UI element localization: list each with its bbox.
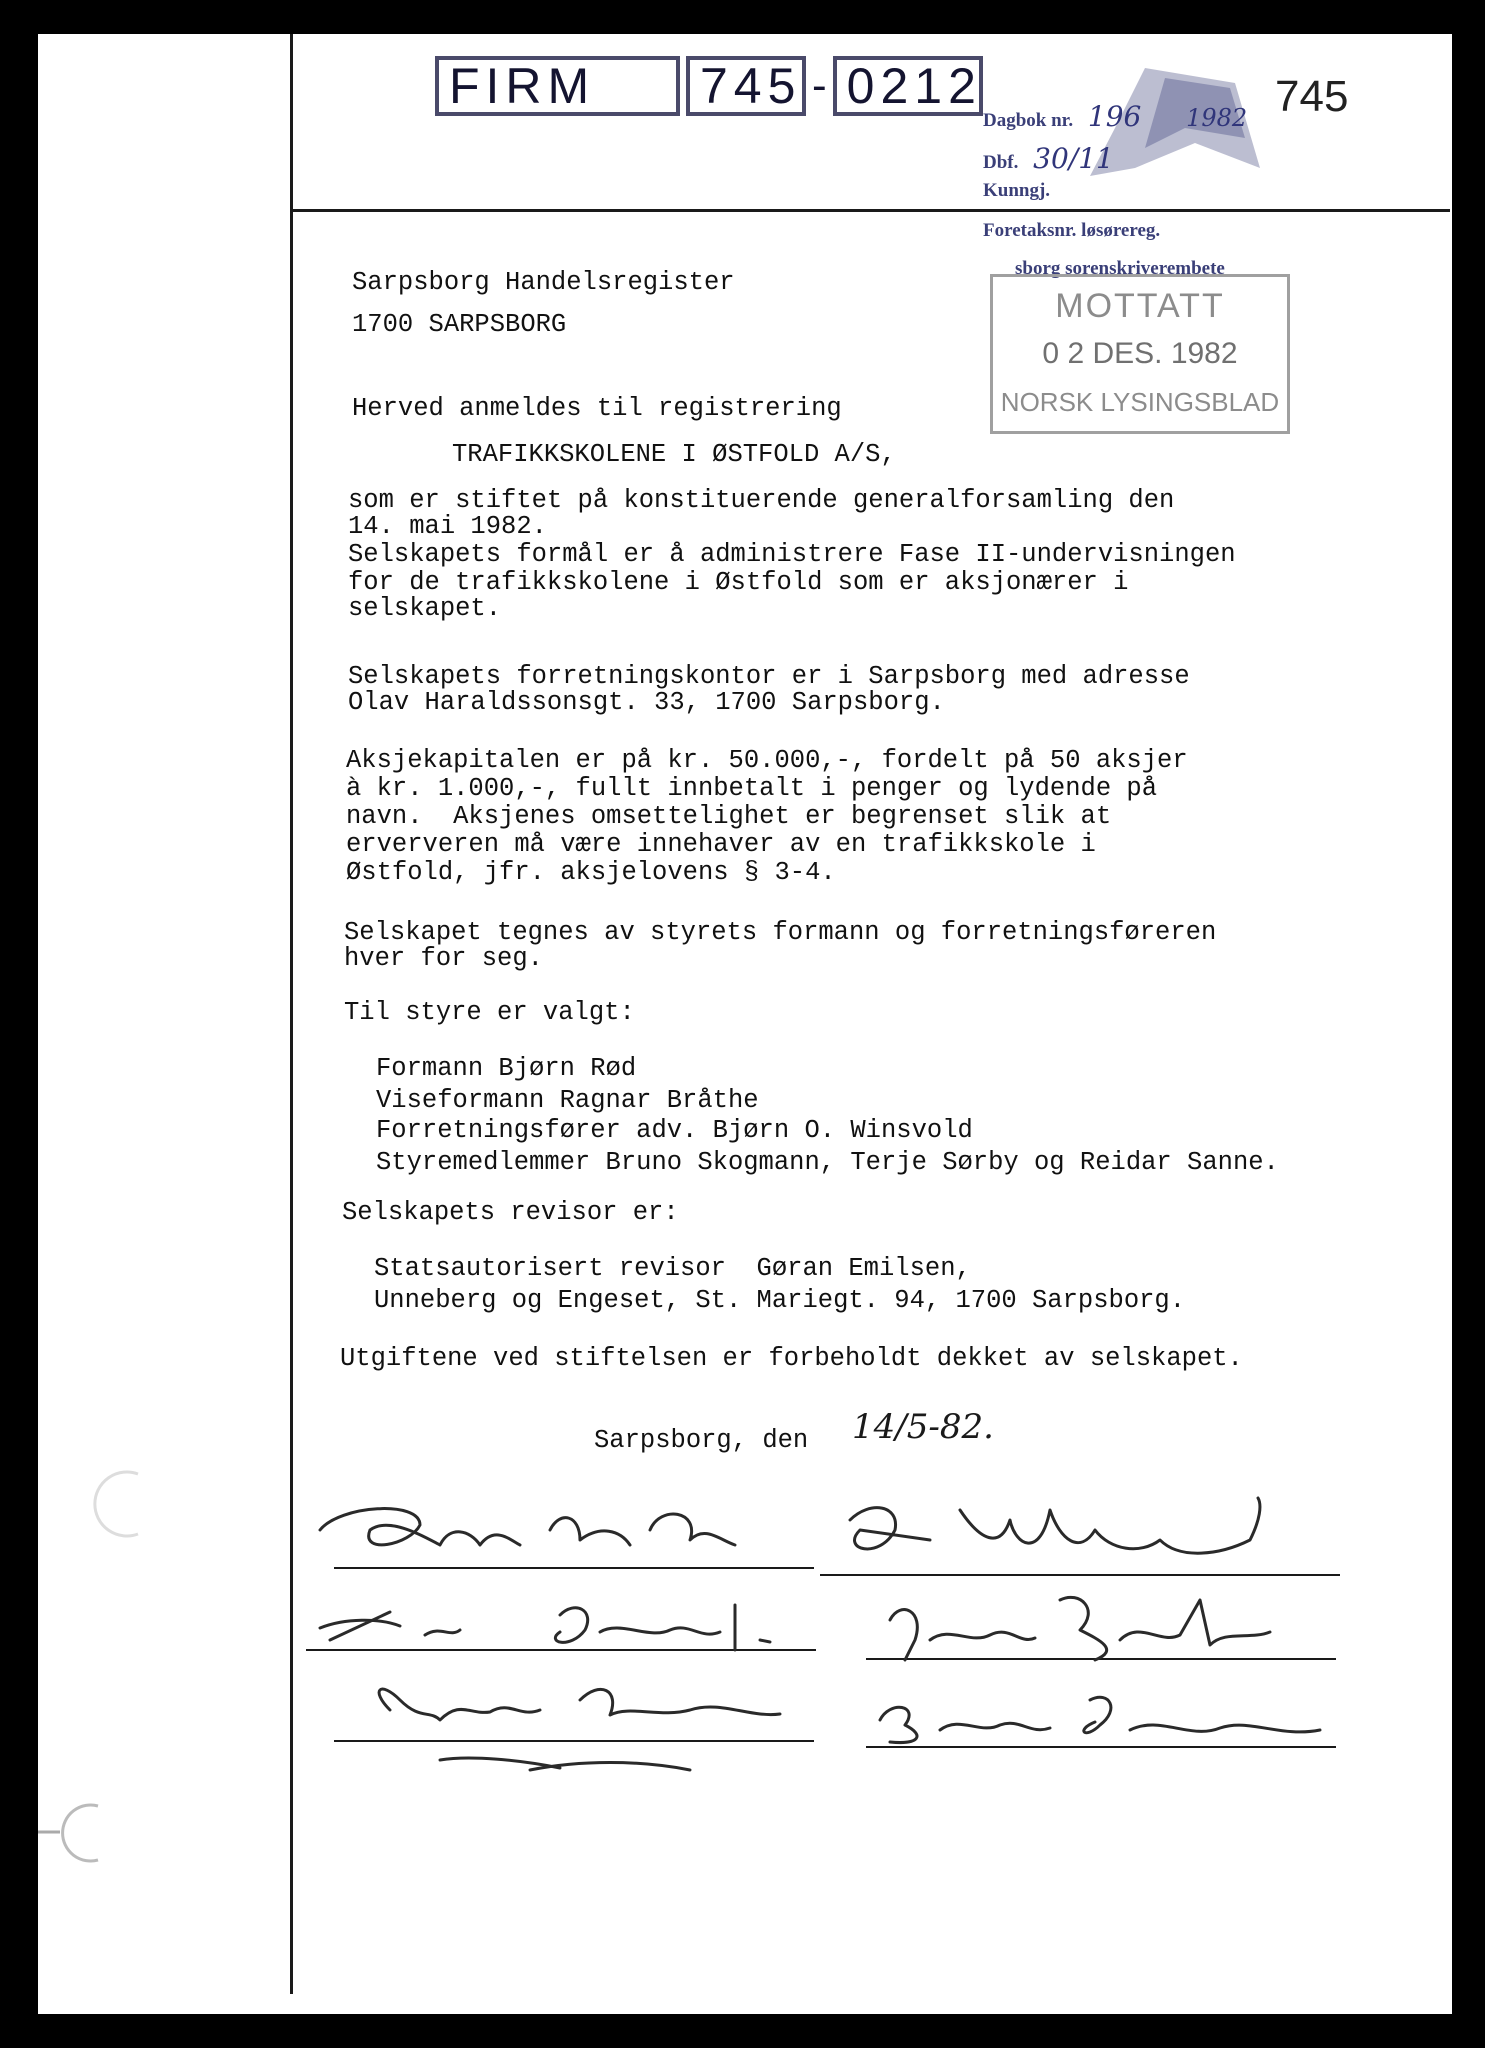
received-publisher: NORSK LYSINGSBLAD [1000, 387, 1280, 417]
paragraph-line: Østfold, jfr. aksjelovens § 3-4. [346, 858, 836, 887]
firm-number [435, 56, 983, 116]
signature-line [866, 1746, 1336, 1748]
board-member: Viseformann Ragnar Bråthe [376, 1086, 759, 1115]
signature-line [334, 1567, 814, 1569]
signature-line [306, 1649, 816, 1651]
punch-hole-icon [78, 1464, 158, 1544]
intro-line: Herved anmeldes til registrering [352, 394, 842, 423]
dagbok-number: 196 [1087, 100, 1142, 133]
company-name: TRAFIKKSKOLENE I ØSTFOLD A/S, [452, 440, 896, 469]
paragraph-line: Selskapets forretningskontor er i Sarpsborg med adresse [348, 662, 1190, 691]
paragraph-line: Aksjekapitalen er på kr. 50.000,-, fordelt på 50 aksjer [346, 746, 1188, 775]
paragraph-line: hver for seg. [344, 944, 543, 973]
paragraph-line: erververen må være innehaver av en trafikkskole i [346, 830, 1096, 859]
firm-code-box: 745 [686, 56, 806, 116]
paragraph-line: for de trafikkskolene i Østfold som er aksjonærer i [348, 568, 1129, 597]
court-office-label: sborg sorenskriverembete [1015, 258, 1225, 279]
dagbok-label: Dagbok nr. [983, 110, 1074, 131]
margin-rule-vertical [290, 34, 293, 1994]
place-date-label: Sarpsborg, den [594, 1426, 809, 1455]
paragraph-line: navn. Aksjenes omsettelighet er begrenset slik at [346, 802, 1112, 831]
paragraph-line: Selskapets formål er å administrere Fase II-undervisningen [348, 540, 1236, 569]
signature-line [820, 1574, 1340, 1576]
recipient-name: Sarpsborg Handelsregister [352, 268, 735, 297]
firm-separator: - [812, 61, 827, 110]
received-title: MOTTATT [1055, 287, 1225, 325]
firm-serial-box: 0212 [833, 56, 983, 116]
recipient-postal: 1700 SARPSBORG [352, 310, 567, 339]
auditor-line: Statsautorisert revisor Gøran Emilsen, [374, 1254, 971, 1283]
signature-line [334, 1740, 814, 1742]
dbf-label: Dbf. [983, 152, 1019, 173]
paragraph-line: selskapet. [348, 594, 502, 623]
paragraph-line: Olav Haraldssonsgt. 33, 1700 Sarpsborg. [348, 688, 945, 717]
auditor-line: Unneberg og Engeset, St. Mariegt. 94, 1700 Sarpsborg. [374, 1286, 1186, 1315]
costs-line: Utgiftene ved stiftelsen er forbeholdt dekket av selskapet. [340, 1344, 1243, 1373]
board-member: Formann Bjørn Rød [376, 1054, 637, 1083]
signature-line [866, 1658, 1336, 1660]
received-date: 0 2 DES. 1982 [1042, 337, 1238, 370]
paragraph-line: à kr. 1.000,-, fullt innbetalt i penger og lydende på [346, 774, 1158, 803]
received-stamp [990, 274, 1290, 434]
board-member: Styremedlemmer Bruno Skogmann, Terje Sørby og Reidar Sanne. [376, 1148, 1279, 1177]
registry-stamp [915, 58, 1335, 288]
board-member: Forretningsfører adv. Bjørn O. Winsvold [376, 1116, 973, 1145]
firm-prefix-box: FIRM [435, 56, 680, 116]
document-number: 745 [1275, 72, 1349, 121]
dbf-value: 30/11 [1033, 142, 1114, 175]
dagbok-year: 1982 [1186, 104, 1248, 132]
paragraph-line: Selskapet tegnes av styrets formann og forretningsføreren [344, 918, 1217, 947]
paragraph-line: som er stiftet på konstituerende generalforsamling den [348, 486, 1175, 515]
handwritten-date: 14/5-82. [852, 1407, 994, 1447]
foretaksnr-label: Foretaksnr. løsørereg. [983, 220, 1161, 241]
board-heading: Til styre er valgt: [344, 998, 635, 1027]
paragraph-line: 14. mai 1982. [348, 512, 547, 541]
kunngj-label: Kunngj. [983, 180, 1051, 201]
auditor-heading: Selskapets revisor er: [342, 1198, 679, 1227]
punch-hole-icon [38, 1794, 118, 1874]
